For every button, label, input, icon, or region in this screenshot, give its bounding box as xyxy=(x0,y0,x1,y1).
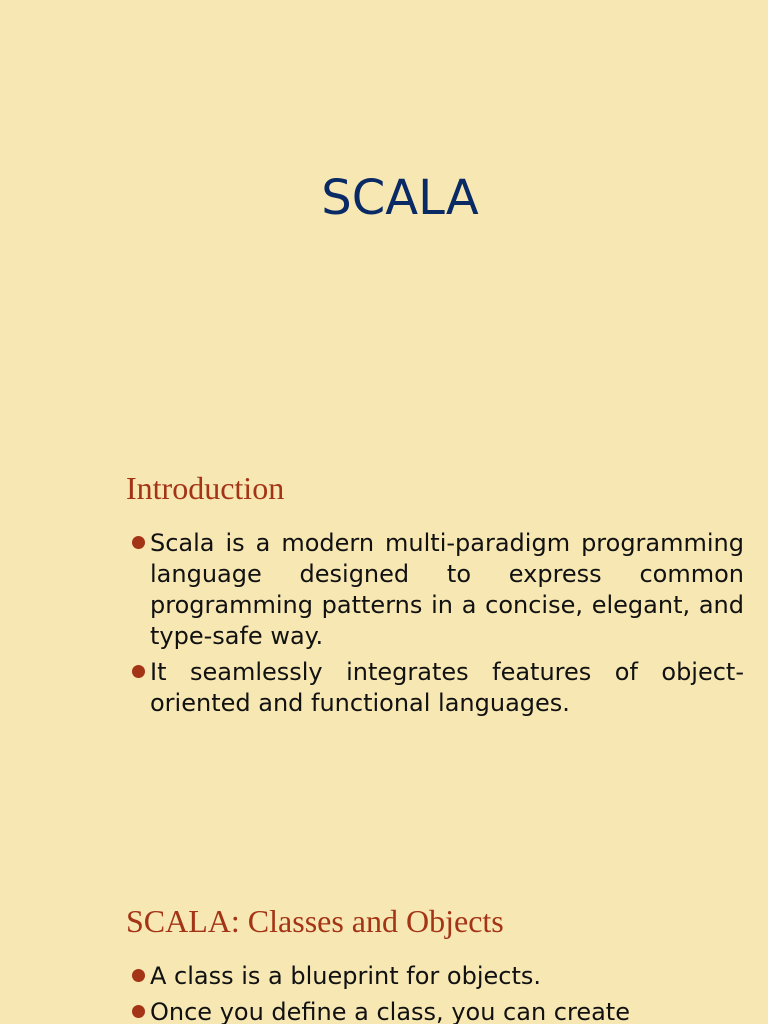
bullet-list-introduction xyxy=(126,528,744,724)
bullet-text: A class is a blueprint for objects. xyxy=(150,962,542,990)
bullet-item xyxy=(126,997,744,1024)
bullet-text: Once you define a class, you can create xyxy=(150,998,630,1024)
bullet-text: Scala is a modern multi-paradigm programming language designed to express common programming patterns in a concise, elegant, and type-safe way. xyxy=(150,529,744,650)
bullet-dot-icon xyxy=(132,1005,145,1018)
bullet-dot-icon xyxy=(132,536,145,549)
bullet-item xyxy=(126,657,744,719)
page-title: SCALA xyxy=(321,170,479,226)
bullet-dot-icon xyxy=(132,665,145,678)
section-heading-introduction: Introduction xyxy=(126,470,285,506)
bullet-list-classes-objects xyxy=(126,961,744,1024)
bullet-item xyxy=(126,961,744,992)
bullet-item xyxy=(126,528,744,652)
section-heading-classes-objects: SCALA: Classes and Objects xyxy=(126,903,504,939)
bullet-dot-icon xyxy=(132,969,145,982)
bullet-text: It seamlessly integrates features of object-oriented and functional languages. xyxy=(150,658,744,717)
